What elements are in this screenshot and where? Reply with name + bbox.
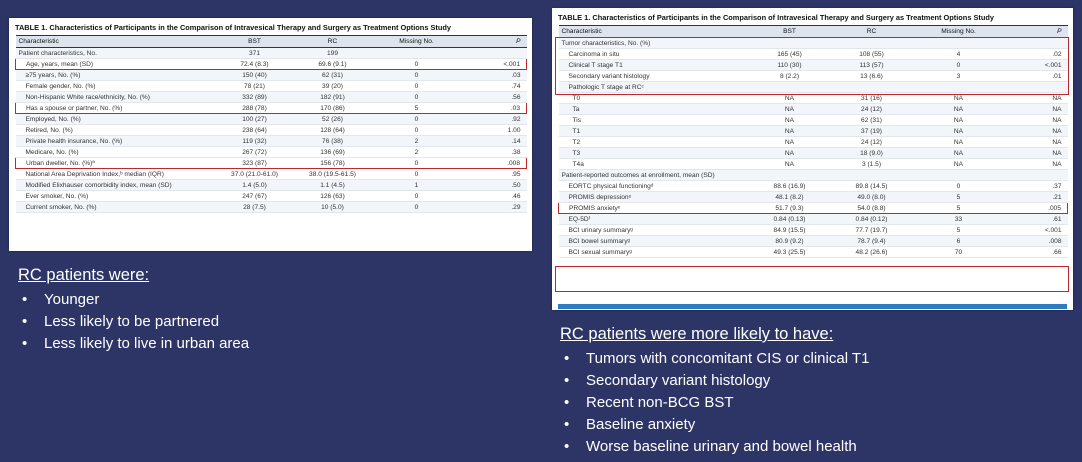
cell-characteristic: Tumor characteristics, No. (%) (559, 38, 749, 49)
cell-p: .38 (462, 147, 527, 158)
cell-rc: 113 (57) (831, 60, 913, 71)
cell-bst: 1.4 (5.0) (216, 180, 294, 191)
cell-rc: 170 (86) (294, 103, 372, 114)
cell-rc: 39 (20) (294, 81, 372, 92)
cell-characteristic: National Area Deprivation Index,ᵇ median (IQR) (16, 169, 216, 180)
cell-characteristic: BCI urinary summaryᵍ (559, 225, 749, 236)
table-row (559, 181, 1068, 192)
cell-rc (831, 170, 913, 181)
cell-p: 1.00 (462, 125, 527, 136)
right-table-panel (552, 8, 1073, 310)
cell-bst: 84.9 (15.5) (749, 225, 831, 236)
cell-characteristic: Medicare, No. (%) (16, 147, 216, 158)
cell-p: NA (1005, 126, 1068, 137)
list-item: • Recent non-BCG BST (560, 392, 869, 414)
table-row (559, 71, 1068, 82)
table-row (16, 70, 527, 81)
cell-p: .74 (462, 81, 527, 92)
table-row (559, 115, 1068, 126)
cell-characteristic: PROMIS anxietyᵉ (559, 203, 749, 214)
cell-missing: 1 (372, 180, 462, 191)
cell-characteristic: Urban dweller, No. (%)ª (16, 158, 216, 169)
cell-rc: 199 (294, 48, 372, 59)
cell-missing: NA (913, 159, 1005, 170)
table-row (559, 104, 1068, 115)
cell-p: NA (1005, 93, 1068, 104)
cell-bst: 8 (2.2) (749, 71, 831, 82)
col-header-bst: BST (216, 36, 294, 48)
cell-missing: NA (913, 93, 1005, 104)
cell-p: .46 (462, 191, 527, 202)
table-row (16, 191, 527, 202)
cell-characteristic: Ever smoker, No. (%) (16, 191, 216, 202)
col-header-rc: RC (294, 36, 372, 48)
cell-p: NA (1005, 148, 1068, 159)
cell-p: .01 (1005, 71, 1068, 82)
cell-missing: 0 (372, 59, 462, 70)
cell-characteristic: T3 (559, 148, 749, 159)
cell-bst: 88.6 (16.9) (749, 181, 831, 192)
table-row (16, 136, 527, 147)
cell-missing: 5 (372, 103, 462, 114)
table-row (16, 158, 527, 169)
cell-characteristic: Age, years, mean (SD) (16, 59, 216, 70)
cell-rc: 126 (63) (294, 191, 372, 202)
cell-bst: 0.84 (0.13) (749, 214, 831, 225)
cell-bst: NA (749, 126, 831, 137)
cell-bst: 238 (64) (216, 125, 294, 136)
table-row (16, 103, 527, 114)
cell-missing (913, 170, 1005, 181)
cell-missing: 0 (372, 202, 462, 213)
cell-bst: 119 (32) (216, 136, 294, 147)
table-row (559, 93, 1068, 104)
col-header-characteristic: Characteristic (16, 36, 216, 48)
cell-p: <.001 (1005, 60, 1068, 71)
cell-p: .56 (462, 92, 527, 103)
cell-missing: 0 (372, 114, 462, 125)
table-row (559, 148, 1068, 159)
cell-missing (913, 38, 1005, 49)
col-header-missing: Missing No. (913, 26, 1005, 38)
col-header-characteristic: Characteristic (559, 26, 749, 38)
cell-rc: 182 (91) (294, 92, 372, 103)
cell-characteristic: Employed, No. (%) (16, 114, 216, 125)
cell-missing: 5 (913, 225, 1005, 236)
cell-characteristic: Patient characteristics, No. (16, 48, 216, 59)
cell-rc: 156 (78) (294, 158, 372, 169)
col-header-rc: RC (831, 26, 913, 38)
cell-rc: 13 (6.6) (831, 71, 913, 82)
cell-bst: 288 (78) (216, 103, 294, 114)
col-header-p: P (462, 36, 527, 48)
cell-bst: 267 (72) (216, 147, 294, 158)
cell-characteristic: Ta (559, 104, 749, 115)
table-row (16, 147, 527, 158)
cell-missing: 0 (372, 81, 462, 92)
col-header-p: P (1005, 26, 1068, 38)
table-row (559, 214, 1068, 225)
cell-characteristic: EQ-5Dᶠ (559, 214, 749, 225)
cell-characteristic: Clinical T stage T1 (559, 60, 749, 71)
cell-missing: 3 (913, 71, 1005, 82)
cell-bst (749, 82, 831, 93)
cell-rc: 24 (12) (831, 104, 913, 115)
cell-characteristic: T4a (559, 159, 749, 170)
cell-characteristic: Has a spouse or partner, No. (%) (16, 103, 216, 114)
cell-bst: 80.9 (9.2) (749, 236, 831, 247)
cell-rc: 77.7 (19.7) (831, 225, 913, 236)
right-summary-heading: RC patients were more likely to have: (560, 325, 834, 343)
cell-characteristic: Carcinoma in situ (559, 49, 749, 60)
cell-p: .37 (1005, 181, 1068, 192)
cell-p: .008 (462, 158, 527, 169)
table-row (559, 225, 1068, 236)
cell-missing: NA (913, 148, 1005, 159)
cell-missing: 0 (913, 60, 1005, 71)
table-row (559, 159, 1068, 170)
cell-missing: NA (913, 137, 1005, 148)
cell-missing: 0 (372, 70, 462, 81)
cell-rc: 49.0 (8.0) (831, 192, 913, 203)
cell-bst: 165 (45) (749, 49, 831, 60)
cell-characteristic: Patient-reported outcomes at enrollment, mean (SD) (559, 170, 749, 181)
cell-characteristic: T2 (559, 137, 749, 148)
table-row (16, 48, 527, 59)
cell-characteristic: T0 (559, 93, 749, 104)
cell-p: .61 (1005, 214, 1068, 225)
table-row (16, 81, 527, 92)
cell-p: .03 (462, 70, 527, 81)
cell-rc: 48.2 (26.6) (831, 247, 913, 258)
table-footer-bar (558, 304, 1067, 309)
table-row (16, 180, 527, 191)
table-row (559, 236, 1068, 247)
cell-bst: 72.4 (8.3) (216, 59, 294, 70)
cell-p: NA (1005, 137, 1068, 148)
left-summary-list (18, 289, 249, 355)
cell-bst: NA (749, 104, 831, 115)
cell-characteristic: Female gender, No. (%) (16, 81, 216, 92)
cell-characteristic: Tis (559, 115, 749, 126)
cell-rc: 76 (38) (294, 136, 372, 147)
cell-p: .50 (462, 180, 527, 191)
cell-rc: 52 (26) (294, 114, 372, 125)
cell-characteristic: Secondary variant histology (559, 71, 749, 82)
cell-characteristic: Pathologic T stage at RCᶜ (559, 82, 749, 93)
cell-missing (913, 82, 1005, 93)
cell-p: NA (1005, 104, 1068, 115)
cell-bst: 49.3 (25.5) (749, 247, 831, 258)
cell-characteristic: BCI sexual summaryᵍ (559, 247, 749, 258)
cell-bst (749, 170, 831, 181)
cell-bst: 78 (21) (216, 81, 294, 92)
cell-characteristic: PROMIS depressionᵉ (559, 192, 749, 203)
cell-p: <.001 (462, 59, 527, 70)
right-table-title: TABLE 1. Characteristics of Participants in the Comparison of Intravesical Therapy and Surgery as Treatment Options Study (558, 13, 995, 22)
cell-rc: 18 (9.0) (831, 148, 913, 159)
col-header-bst: BST (749, 26, 831, 38)
cell-rc: 37 (19) (831, 126, 913, 137)
cell-p (462, 48, 527, 59)
cell-missing: 5 (913, 192, 1005, 203)
cell-p: .95 (462, 169, 527, 180)
left-characteristics-table (15, 35, 527, 213)
cell-p: .03 (462, 103, 527, 114)
table-row (559, 203, 1068, 214)
cell-missing: NA (913, 126, 1005, 137)
list-item: • Secondary variant histology (560, 370, 869, 392)
table-row (16, 125, 527, 136)
cell-characteristic: Non-Hispanic White race/ethnicity, No. (%) (16, 92, 216, 103)
right-characteristics-table (558, 25, 1068, 258)
table-row (16, 202, 527, 213)
cell-rc: 3 (1.5) (831, 159, 913, 170)
table-row (559, 82, 1068, 93)
list-item: • Tumors with concomitant CIS or clinical T1 (560, 348, 869, 370)
list-item: • Baseline anxiety (560, 414, 869, 436)
table-row (16, 169, 527, 180)
cell-characteristic: Current smoker, No. (%) (16, 202, 216, 213)
cell-missing: 70 (913, 247, 1005, 258)
table-row (559, 126, 1068, 137)
cell-p: <.001 (1005, 225, 1068, 236)
cell-bst: 371 (216, 48, 294, 59)
cell-bst: 48.1 (8.2) (749, 192, 831, 203)
cell-missing: 0 (372, 191, 462, 202)
cell-bst: NA (749, 93, 831, 104)
right-summary-list (560, 348, 869, 458)
cell-rc: 54.0 (8.8) (831, 203, 913, 214)
cell-missing: 0 (372, 125, 462, 136)
cell-bst: 37.0 (21.0-61.0) (216, 169, 294, 180)
cell-rc: 62 (31) (831, 115, 913, 126)
table-header-row (16, 36, 527, 48)
list-item: • Less likely to be partnered (18, 311, 249, 333)
list-item: • Worse baseline urinary and bowel health (560, 436, 869, 458)
cell-bst: 28 (7.5) (216, 202, 294, 213)
cell-characteristic: Private health insurance, No. (%) (16, 136, 216, 147)
cell-rc: 69.6 (9.1) (294, 59, 372, 70)
cell-p: .008 (1005, 236, 1068, 247)
cell-rc: 89.8 (14.5) (831, 181, 913, 192)
cell-p: .21 (1005, 192, 1068, 203)
bci-highlight-box (555, 266, 1069, 292)
cell-p: .14 (462, 136, 527, 147)
cell-missing: 0 (372, 169, 462, 180)
cell-rc: 24 (12) (831, 137, 913, 148)
cell-missing: 0 (913, 181, 1005, 192)
table-row (16, 59, 527, 70)
cell-missing: 2 (372, 136, 462, 147)
cell-rc (831, 38, 913, 49)
table-row (559, 247, 1068, 258)
table-row (559, 38, 1068, 49)
cell-characteristic: ≥75 years, No. (%) (16, 70, 216, 81)
table-row (559, 170, 1068, 181)
list-item: • Younger (18, 289, 249, 311)
table-row (16, 114, 527, 125)
cell-bst: 150 (40) (216, 70, 294, 81)
list-item: • Less likely to live in urban area (18, 333, 249, 355)
cell-characteristic: EORTC physical functioningᵈ (559, 181, 749, 192)
cell-missing: 33 (913, 214, 1005, 225)
cell-rc: 128 (64) (294, 125, 372, 136)
cell-missing: NA (913, 104, 1005, 115)
cell-rc: 136 (69) (294, 147, 372, 158)
cell-characteristic: Modified Elixhauser comorbidity index, mean (SD) (16, 180, 216, 191)
cell-rc: 78.7 (9.4) (831, 236, 913, 247)
cell-bst: 100 (27) (216, 114, 294, 125)
cell-p: .66 (1005, 247, 1068, 258)
cell-characteristic: BCI bowel summaryᵍ (559, 236, 749, 247)
cell-missing (372, 48, 462, 59)
cell-p: NA (1005, 159, 1068, 170)
table-row (559, 192, 1068, 203)
table-row (559, 60, 1068, 71)
left-summary-heading: RC patients were: (18, 266, 150, 284)
cell-bst: 323 (87) (216, 158, 294, 169)
table-row (16, 92, 527, 103)
cell-rc: 10 (5.0) (294, 202, 372, 213)
cell-characteristic: Retired, No. (%) (16, 125, 216, 136)
cell-p: .005 (1005, 203, 1068, 214)
cell-bst: 332 (89) (216, 92, 294, 103)
left-table-panel (9, 18, 532, 251)
table-row (559, 137, 1068, 148)
cell-rc: 1.1 (4.5) (294, 180, 372, 191)
cell-p: .92 (462, 114, 527, 125)
cell-bst: NA (749, 115, 831, 126)
cell-rc: 38.0 (19.5-61.5) (294, 169, 372, 180)
cell-bst: 247 (67) (216, 191, 294, 202)
cell-missing: NA (913, 115, 1005, 126)
cell-missing: 5 (913, 203, 1005, 214)
cell-characteristic: T1 (559, 126, 749, 137)
cell-rc: 0.84 (0.12) (831, 214, 913, 225)
left-table-title: TABLE 1. Characteristics of Participants in the Comparison of Intravesical Therapy and Surgery as Treatment Options Study (15, 23, 452, 32)
cell-p (1005, 170, 1068, 181)
cell-missing: 4 (913, 49, 1005, 60)
cell-p: .29 (462, 202, 527, 213)
cell-missing: 6 (913, 236, 1005, 247)
cell-bst: NA (749, 148, 831, 159)
cell-missing: 0 (372, 158, 462, 169)
cell-missing: 0 (372, 92, 462, 103)
cell-rc: 31 (16) (831, 93, 913, 104)
right-summary (560, 325, 869, 458)
table-header-row (559, 26, 1068, 38)
cell-bst: 110 (30) (749, 60, 831, 71)
cell-p: .02 (1005, 49, 1068, 60)
cell-bst: NA (749, 159, 831, 170)
cell-missing: 2 (372, 147, 462, 158)
cell-rc: 62 (31) (294, 70, 372, 81)
cell-p (1005, 82, 1068, 93)
cell-rc: 108 (55) (831, 49, 913, 60)
cell-rc (831, 82, 913, 93)
cell-p (1005, 38, 1068, 49)
cell-bst: NA (749, 137, 831, 148)
cell-bst (749, 38, 831, 49)
col-header-missing: Missing No. (372, 36, 462, 48)
cell-bst: 51.7 (9.3) (749, 203, 831, 214)
cell-p: NA (1005, 115, 1068, 126)
left-summary (18, 266, 249, 355)
table-row (559, 49, 1068, 60)
